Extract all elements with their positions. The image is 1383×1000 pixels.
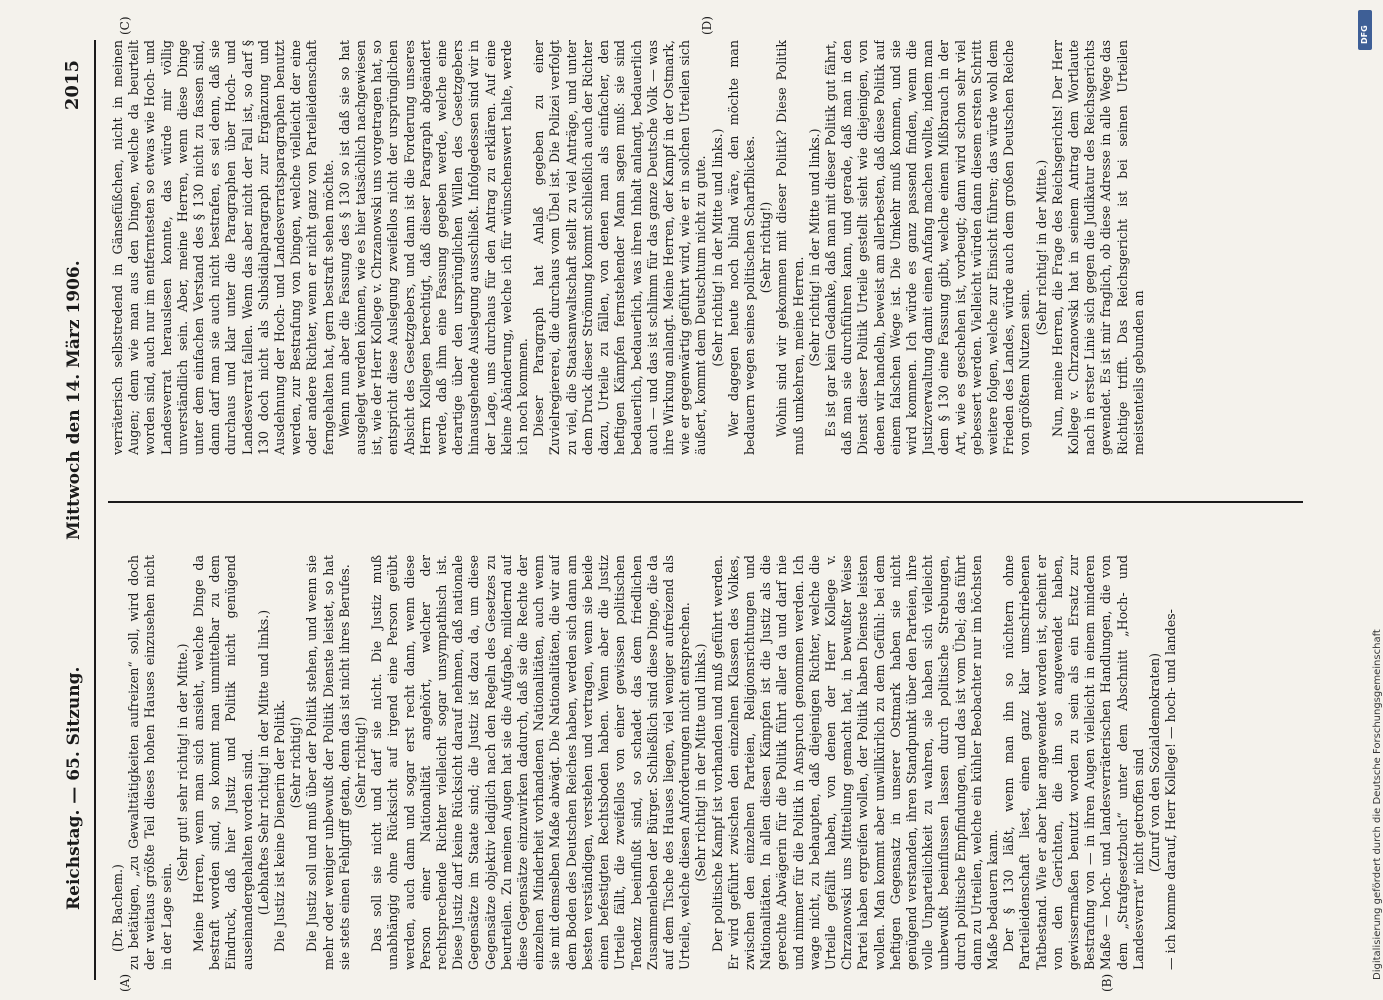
speaker-label: (Dr. Bachem.) [110,864,125,952]
interjection: (Sehr richtig!) [288,716,304,809]
header-rule [94,40,96,980]
header-date: Mittwoch den 14. März 1906. [64,260,84,540]
interjection: (Lebhaftes Sehr richtig! in der Mitte und links.) [255,609,271,916]
margin-marker-c: (C) [118,16,132,35]
dfg-logo [1358,10,1372,50]
right-column [110,40,1300,455]
paragraph: Der § 130 läßt, wenn man ihn so nüchtern ohne Parteileidenschaft liest, einen ganz klar umschriebenen Tatbestand. Wie er aber hier angewendet worden ist, scheint er von den Gerichten, die ihn so angewendet haben, gewissermaßen benutzt worden zu sein als ein Ersatz zur Bestrafung von — in ihren Augen vielleicht in einem minderen Maße — hoch- und landesverräterischen Handlungen, die von dem „Strafgesetzbuch“ unter dem Abschnitt „Hoch- und Landesverrat“ nicht getroffen sind [1001,555,1146,970]
paragraph: Wohin sind wir gekommen mit dieser Politik? Diese Politik muß umkehren, meine Herren. [774,40,806,455]
interjection: (Sehr richtig!) [758,201,774,294]
paragraph: Die Justiz soll und muß über der Politik stehen, und wenn sie mehr oder weniger unbewußt der Politik Dienste leistet, so hat sie stets einen Fehlgriff getan, denn das ist nicht ihres Berufes. [304,555,352,970]
interjection: (Sehr richtig! in der Mitte und links.) [806,128,822,367]
paragraph: Wenn nun aber die Fassung des § 130 so ist daß sie so hat ausgelegt werden können, wie es hier tatsächlich nachgewiesen ist, wie der Herr Kollege v. Chrzanowski uns vorgetragen hat, so entspricht diese Auslegung zweifellos nicht der ursprünglichen Absicht des Gesetzgebers, und dann ist die Forderung unseres Herrn Kollegen berechtigt, daß dieser Paragraph abgeändert werde, daß ihm eine Fassung gegeben werde, welche eine derartige über den ursprünglichen Willen des Gesetzgebers hinausgehende Auslegung ausschließt. Infolgedessen sind wir in der Lage, uns durchaus für den Antrag zu erklären. Auf eine kleine Abänderung, welche ich für wünschenswert halte, werde ich noch kommen. [336,40,531,455]
paragraph: Meine Herren, wenn man sich ansieht, welche Dinge da bestraft worden sind, so kommt man unmittelbar zu dem Eindruck, daß hier Justiz und Politik nicht genügend auseinandergehalten worden sind. [191,555,255,970]
left-column [110,555,1300,970]
page-header [60,40,92,980]
margin-marker-a: (A) [118,973,132,992]
paragraph: verräterisch selbstredend in Gänsefüßchen, nicht in meinen Augen; denn wie man aus den Dingen, welche da beurteilt worden sind, auch nur im entferntesten so etwas wie Hoch- und Landesverrat herauslesen konnte, das würde mir völlig unverständlich sein. Aber, meine Herren, wenn diese Dinge unter dem einfachen Verstand des § 130 nicht zu fassen sind, dann darf man sie auch nicht bestrafen, es sei denn, daß sie durchaus und klar unter die Paragraphen über Hoch- und Landesverrat fallen. Wenn das aber nicht der Fall ist, so darf § 130 doch nicht als Subsidialparagraph zur Ergänzung und Ausdehnung der Hoch- und Landesverratsparagraphen benutzt werden, zur Bestrafung von Dingen, welche vielleicht der eine oder andere Richter, wenn er nicht ganz von Parteileidenschaft ferngehalten hat, gern bestraft sehen möchte. [110,40,336,455]
dfg-logo-text: DFG [1360,25,1369,44]
interjection: (Zuruf von den Sozialdemokraten) [1147,652,1162,873]
left-paragraphs [126,555,1179,970]
digitization-note-text: Digitalisierung gefördert durch die Deutsche Forschungsgemeinschaft [1372,629,1383,980]
paragraph: Die Justiz ist keine Dienerin der Politik. [272,699,288,952]
interjection: (Sehr richtig! in der Mitte und links.) [709,128,725,367]
margin-marker-d: (D) [700,16,714,35]
paragraph: Das soll sie nicht und darf sie nicht. Die Justiz muß unabhängig ohne Rücksicht auf irgend eine Person geübt werden, auch dann und sogar erst recht dann, wenn diese Person einer Nationalität angehört, welcher der rechtsprechende Richter vielleicht sogar unsympathisch ist. Diese Justiz darf keine Rücksicht darauf nehmen, daß nationale Gegensätze im Staate sind; die Justiz ist dazu da, um diese Gegensätze objektiv lediglich nach den Regeln des Gesetzes zu beurteilen. Zu meinen Augen hat sie die Aufgabe, mildernd auf diese Gegensätze einzuwirken dadurch, daß sie die Rechte der einzelnen Minderheit vorhandenen Nationalitäten, auch wenn sie mit demselben Maße abwägt. Die Nationalitäten, die wir auf dem Boden des Deutschen Reiches haben, werden sich dann am besten verständigen, verstehen und vertragen, wenn sie beide einen befestigten Rechtsboden haben. Wenn aber die Justiz Urteile fällt, die zweifellos von einer gewissen politischen Tendenz beeinflußt sind, so schadet das dem friedlichen Zusammenleben der Bürger. Schließlich sind diese Dinge, die da auf dem Tische des Hauses liegen, viel weniger aufreizend als Urteile, welche diesen Anforderungen nicht entsprechen. [369,555,693,970]
right-paragraphs [110,40,1147,455]
paragraph: Der politische Kampf ist vorhanden und muß geführt werden. Er wird geführt zwischen den einzelnen Klassen des Volkes, zwischen den einzelnen Parteien, Religionsrichtungen und Nationalitäten. In allen diesen Kämpfen ist die Justiz als die gerechte Abwägerin für die Politik führt aller da und darf nie und nimmer für die Politik in Anspruch genommen werden. Ich wage nicht, zu behaupten, daß diejenigen Richter, welche die Urteile gefällt haben, von denen der Herr Kollege v. Chrzanowski uns Mitteilung gemacht hat, in bewußter Weise Partei haben ergreifen wollen, der Politik haben Dienste leisten wollen. Man kommt aber unwillkürlich zu dem Gefühl: bei dem heftigen Gegensatz in unserer Ostmark haben sie nicht genügend verstanden, ihren Standpunkt über den Parteien, ihre volle Unparteilichkeit zu wahren, sie haben sich vielleicht unbewußt beeinflussen lassen durch politische Strebungen, durch politische Empfindungen, und das ist vom Übel; das führt dann zu Urteilen, welche ein kühler Beobachter nur im höchsten Maße bedauern kann. [709,555,1000,970]
paragraph: Nun, meine Herren, die Frage des Reichsgerichts! Der Herr Kollege v. Chrzanowski hat in seinem Antrag dem Wortlaute nach in erster Linie sich gegen die Judikatur des Reichsgerichts gewendet. Es ist mir fraglich, ob diese Adresse in alle Wege das Richtige trifft. Das Reichsgericht ist bei seinen Urteilen meistenteils gebunden an [1049,40,1146,455]
header-session: Reichstag. — 65. Sitzung. [64,666,84,910]
page-number: 2015 [62,60,83,111]
paragraph: Wer dagegen heute noch blind wäre, den möchte man bedauern wegen seines politischen Scharfblickes. [725,40,757,455]
paragraph: — ich komme darauf, Herr Kollege! — hoch- und landes- [1163,609,1179,970]
interjection: (Sehr gut! sehr richtig! in der Mitte.) [174,643,190,882]
margin-marker-b: (B) [1100,973,1114,992]
paragraph: Dieser Paragraph hat Anlaß gegeben zu einer Zuvielregiererei, die durchaus vom Übel ist. Die Polizei verfolgt zu viel, die Staatsanwaltschaft stellt zu viel Anträge, und unter dem Druck dieser Strömung kommt schließlich auch der Richter dazu, Urteile zu fällen, von denen man als einfacher, den heftigen Kämpfen fernstehender Mann sagen muß: sie sind bedauerlich, bedauerlich, was ihren Inhalt anlangt, bedauerlich auch — und das ist schlimm für das ganze Deutsche Volk — was ihre Wirkung anlangt. Meine Herren, der Kampf in der Ostmark, wie er gegenwärtig geführt wird, wie er in solchen Urteilen sich äußert, kommt dem Deutschtum nicht zu gute. [531,40,709,455]
interjection: (Sehr richtig! in der Mitte.) [1033,159,1049,336]
digitization-note [1352,10,1383,990]
paragraph: zu betätigen, „zu Gewalttätigkeiten aufreizen“ soll, wird doch der weitaus größte Teil dieses hohen Hauses einzusehen nicht in der Lage sein. [126,555,174,970]
interjection: (Sehr richtig! in der Mitte und links.) [693,643,709,882]
interjection: (Sehr richtig!) [353,716,369,809]
paragraph: Es ist gar kein Gedanke, daß man mit dieser Politik gut fährt, daß man sie durchführen kann, und gerade, daß man in den Dienst dieser Politik Urteile gestellt sieht wie diejenigen, von denen wir handeln, beweist am allerbesten, daß diese Politik auf einem falschen Wege ist. Die Umkehr muß kommen, und sie wird kommen. Ich würde es ganz passend finden, wenn die Justizverwaltung damit einen Anfang machen wollte, indem man dem § 130 eine Fassung gibt, welche einem Mißbrauch in der Art, wie es geschehen ist, vorbeugt; dann wird schon sehr viel gebessert werden. Vielleicht würden dann diesem ersten Schritt weitere folgen, welche zur Einsicht führen; das würde wohl dem Frieden des Landes, würde auch dem großen Deutschen Reiche von größtem Nutzen sein. [822,40,1033,455]
column-rule [108,501,1303,503]
